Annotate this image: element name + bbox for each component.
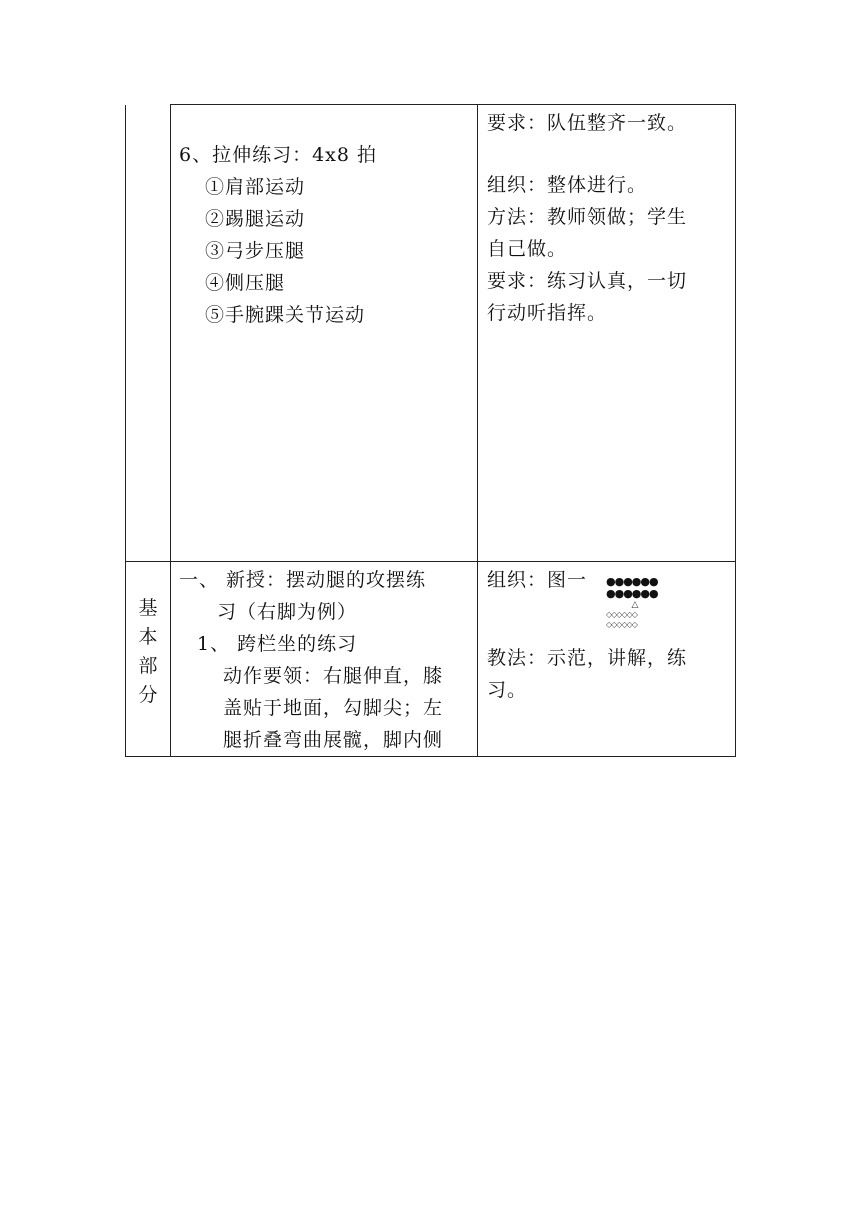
lesson-plan-table — [125, 104, 736, 757]
student-row: ●●●●●● — [606, 587, 658, 600]
stretch-title: 6、拉伸练习：4x8 拍 — [179, 144, 378, 166]
basic-notes-cell — [478, 562, 736, 757]
stretch-item: ⑤手腕踝关节运动 — [205, 304, 366, 326]
teacher-marker: △ — [631, 600, 639, 610]
new-lesson-heading: 一、 新授：摆动腿的攻摆练 — [179, 569, 427, 591]
formation-diagram — [606, 576, 676, 630]
section-label-cell — [126, 562, 171, 757]
organization-text: 组织：图一 — [487, 569, 588, 591]
section-label: 基 本 部 分 — [138, 597, 158, 706]
student-row: ◇◇◇◇◇◇ — [606, 620, 637, 629]
basic-content-cell — [171, 562, 478, 757]
action-essentials: 盖贴于地面，勾脚尖；左 — [223, 697, 444, 719]
stretch-item: ②踢腿运动 — [205, 208, 306, 230]
organization-text: 组织：整体进行。 — [487, 174, 648, 196]
action-essentials: 动作要领：右腿伸直，膝 — [223, 665, 444, 687]
warmup-content-cell — [171, 105, 478, 562]
basic-part-row — [126, 562, 736, 757]
method-text: 自己做。 — [487, 238, 568, 260]
requirement-text: 要求：队伍整齐一致。 — [487, 112, 688, 134]
student-row: ●●●●●● — [606, 575, 658, 588]
requirement-text: 行动听指挥。 — [487, 302, 608, 324]
stretch-item: ④侧压腿 — [205, 272, 286, 294]
teaching-method-text: 习。 — [487, 679, 528, 701]
student-row: ◇◇◇◇◇◇ — [606, 610, 637, 619]
warmup-notes-cell — [478, 105, 736, 562]
section-label-cell — [126, 105, 171, 562]
new-lesson-heading-cont: 习（右脚为例） — [217, 601, 358, 623]
exercise-title: 1、 跨栏坐的练习 — [197, 633, 358, 655]
teaching-method-text: 教法：示范，讲解，练 — [487, 647, 688, 669]
requirement-text: 要求：练习认真，一切 — [487, 270, 688, 292]
stretch-item: ①肩部运动 — [205, 176, 306, 198]
action-essentials: 腿折叠弯曲展髋，脚内侧 — [223, 729, 444, 751]
stretch-item: ③弓步压腿 — [205, 240, 306, 262]
warmup-row — [126, 105, 736, 562]
method-text: 方法：教师领做；学生 — [487, 206, 688, 228]
